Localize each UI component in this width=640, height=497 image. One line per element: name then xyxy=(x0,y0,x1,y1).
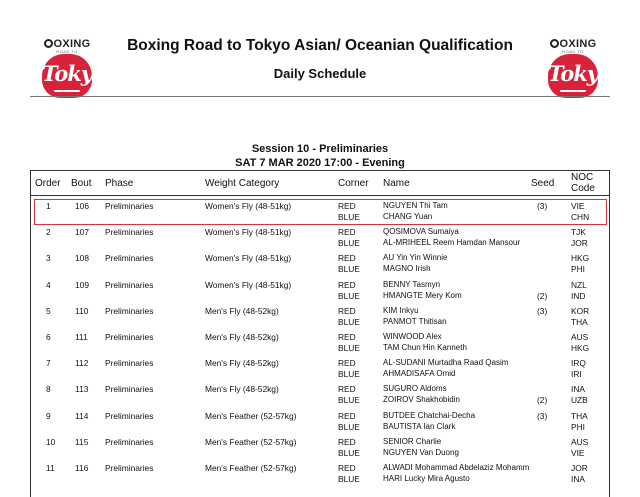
highlighted-bout-box xyxy=(34,199,607,225)
row-red-boxer-name-5: KIM Inkyu xyxy=(383,305,419,315)
column-header-order: Order xyxy=(35,178,61,189)
row-blue-corner-4: BLUE xyxy=(338,290,360,301)
logo-sub: ROAD TO xyxy=(56,49,78,54)
row-blue-noc-7: IRI xyxy=(571,369,582,380)
row-blue-boxer-name-6: TAM Chun Hin Kanneth xyxy=(383,343,467,352)
row-red-seed-5: (3) xyxy=(537,305,548,316)
row-weight-category-10: Men's Feather (52-57kg) xyxy=(205,436,297,447)
row-order-2: 2 xyxy=(46,227,51,238)
row-blue-corner-10: BLUE xyxy=(338,447,360,458)
badge-stripe xyxy=(560,90,586,92)
row-blue-noc-9: PHI xyxy=(571,421,585,432)
row-blue-seed-4: (2) xyxy=(537,290,548,301)
row-weight-category-5: Men's Fly (48-52kg) xyxy=(205,305,279,316)
row-red-noc-9: THA xyxy=(571,410,588,421)
row-blue-corner-9: BLUE xyxy=(338,421,360,432)
column-header-phase: Phase xyxy=(105,178,134,189)
row-blue-noc-6: HKG xyxy=(571,343,590,353)
document-title: Boxing Road to Tokyo Asian/ Oceanian Qualification xyxy=(127,37,513,54)
row-blue-seed-8: (2) xyxy=(537,395,548,406)
logo-city: Tokyo xyxy=(42,61,105,86)
row-phase-10: Preliminaries xyxy=(105,436,154,447)
row-blue-noc-2: JOR xyxy=(571,238,588,249)
column-header-corner: Corner xyxy=(338,178,369,189)
row-bout-11: 116 xyxy=(75,463,89,473)
row-red-noc-1: VIE xyxy=(571,201,585,211)
row-red-noc-8: INA xyxy=(571,384,585,395)
row-bout-10: 115 xyxy=(75,436,89,447)
row-blue-corner-2: BLUE xyxy=(338,238,360,249)
row-bout-6: 111 xyxy=(75,332,88,342)
row-order-11: 11 xyxy=(46,463,55,473)
row-phase-3: Preliminaries xyxy=(105,253,154,264)
row-weight-category-11: Men's Feather (52-57kg) xyxy=(205,463,297,473)
row-blue-noc-10: VIE xyxy=(571,447,585,458)
row-red-corner-9: RED xyxy=(338,410,356,421)
row-phase-8: Preliminaries xyxy=(105,384,154,395)
row-blue-boxer-name-1: CHANG Yuan xyxy=(383,212,433,221)
row-blue-boxer-name-10: NGUYEN Van Duong xyxy=(383,447,459,457)
row-order-5: 5 xyxy=(46,305,51,316)
row-bout-1: 106 xyxy=(75,201,89,211)
session-name: Session 10 - Preliminaries xyxy=(251,143,389,155)
row-phase-1: Preliminaries xyxy=(105,201,154,211)
row-weight-category-1: Women's Fly (48-51kg) xyxy=(205,201,292,211)
badge-stripe xyxy=(54,90,80,92)
row-phase-11: Preliminaries xyxy=(105,463,154,473)
row-red-boxer-name-6: WINWOOD Alex xyxy=(383,332,442,341)
header-divider xyxy=(30,96,610,97)
row-red-corner-10: RED xyxy=(338,436,356,447)
row-blue-corner-5: BLUE xyxy=(338,316,360,327)
row-blue-boxer-name-4: HMANGTE Mery Kom xyxy=(383,290,462,300)
row-blue-noc-1: CHN xyxy=(571,212,590,222)
row-red-boxer-name-9: BUTDEE Chatchai-Decha xyxy=(383,410,476,420)
row-order-4: 4 xyxy=(46,279,51,290)
row-bout-3: 108 xyxy=(75,253,89,264)
row-red-corner-7: RED xyxy=(338,358,356,369)
row-phase-4: Preliminaries xyxy=(105,279,154,290)
column-header-seed: Seed xyxy=(531,178,555,189)
tokyo-badge-icon xyxy=(548,54,611,98)
row-phase-7: Preliminaries xyxy=(105,358,154,369)
row-red-corner-4: RED xyxy=(338,279,356,290)
row-weight-category-4: Women's Fly (48-51kg) xyxy=(205,279,292,290)
row-order-7: 7 xyxy=(46,358,51,369)
row-blue-noc-3: PHI xyxy=(571,264,585,275)
row-blue-boxer-name-8: ZOIROV Shakhobidin xyxy=(383,395,460,405)
boxing-ring-icon xyxy=(44,39,53,48)
row-bout-8: 113 xyxy=(75,384,89,395)
row-weight-category-6: Men's Fly (48-52kg) xyxy=(205,332,279,342)
row-blue-corner-11: BLUE xyxy=(338,474,360,484)
row-weight-category-9: Men's Feather (52-57kg) xyxy=(205,410,297,421)
row-red-seed-9: (3) xyxy=(537,410,548,421)
row-blue-corner-7: BLUE xyxy=(338,369,360,380)
row-bout-9: 114 xyxy=(75,410,89,421)
row-order-8: 8 xyxy=(46,384,51,395)
row-blue-corner-6: BLUE xyxy=(338,343,360,353)
row-bout-5: 110 xyxy=(75,305,89,316)
logo-brand: OXING xyxy=(36,38,98,50)
boxing-road-to-tokyo-logo-right xyxy=(542,38,611,100)
row-weight-category-2: Women's Fly (48-51kg) xyxy=(205,227,292,238)
row-red-corner-6: RED xyxy=(338,332,356,342)
row-blue-boxer-name-7: AHMADISAFA Omid xyxy=(383,369,456,379)
row-red-noc-11: JOR xyxy=(571,463,588,473)
row-red-boxer-name-3: AU Yin Yin Winnie xyxy=(383,253,448,263)
row-weight-category-3: Women's Fly (48-51kg) xyxy=(205,253,292,264)
row-red-corner-3: RED xyxy=(338,253,356,264)
row-phase-2: Preliminaries xyxy=(105,227,154,238)
row-red-corner-2: RED xyxy=(338,227,356,238)
row-order-10: 10 xyxy=(46,436,56,447)
row-red-boxer-name-2: QOSIMOVA Sumaiya xyxy=(383,227,459,237)
row-red-seed-1: (3) xyxy=(537,201,548,211)
row-phase-9: Preliminaries xyxy=(105,410,154,421)
column-header-name: Name xyxy=(383,178,410,189)
row-blue-boxer-name-3: MAGNO Irish xyxy=(383,264,431,274)
row-bout-4: 109 xyxy=(75,279,89,290)
row-weight-category-8: Men's Fly (48-52kg) xyxy=(205,384,279,395)
logo-city: Tokyo xyxy=(548,61,611,86)
row-red-corner-1: RED xyxy=(338,201,356,211)
row-red-noc-2: TJK xyxy=(571,227,586,238)
column-header-weight: Weight Category xyxy=(205,178,280,189)
row-red-noc-10: AUS xyxy=(571,436,589,447)
column-header-noc: NOC xyxy=(571,172,594,183)
row-red-corner-8: RED xyxy=(338,384,356,395)
row-bout-2: 107 xyxy=(75,227,89,238)
row-bout-7: 112 xyxy=(75,358,89,369)
row-blue-boxer-name-9: BAUTISTA Ian Clark xyxy=(383,421,456,431)
row-phase-5: Preliminaries xyxy=(105,305,154,316)
logo-brand: OXING xyxy=(542,38,604,50)
boxing-ring-icon xyxy=(550,39,559,48)
row-phase-6: Preliminaries xyxy=(105,332,154,342)
row-red-corner-5: RED xyxy=(338,305,356,316)
row-blue-corner-1: BLUE xyxy=(338,212,360,222)
row-red-noc-4: NZL xyxy=(571,279,587,290)
row-order-3: 3 xyxy=(46,253,51,264)
row-blue-noc-11: INA xyxy=(571,474,585,484)
row-order-6: 6 xyxy=(46,332,51,342)
row-weight-category-7: Men's Fly (48-52kg) xyxy=(205,358,279,369)
row-blue-corner-8: BLUE xyxy=(338,395,360,406)
row-red-boxer-name-8: SUGURO Aldoms xyxy=(383,384,447,394)
row-red-boxer-name-1: NGUYEN Thi Tam xyxy=(383,201,448,210)
row-red-noc-5: KOR xyxy=(571,305,590,316)
row-blue-noc-4: IND xyxy=(571,290,586,301)
row-blue-boxer-name-11: HARI Lucky Mira Agusto xyxy=(383,474,470,483)
session-date: SAT 7 MAR 2020 17:00 - Evening xyxy=(235,157,405,169)
logo-sub: ROAD TO xyxy=(562,49,584,54)
row-order-9: 9 xyxy=(46,410,51,421)
row-red-boxer-name-10: SENIOR Charlie xyxy=(383,436,442,446)
row-red-noc-6: AUS xyxy=(571,332,589,342)
row-blue-noc-8: UZB xyxy=(571,395,588,406)
row-red-boxer-name-7: AL-SUDANI Murtadha Raad Qasim xyxy=(383,358,509,368)
row-red-boxer-name-11: ALWADI Mohammad Abdelaziz Mohamm xyxy=(383,463,530,472)
row-red-boxer-name-4: BENNY Tasmyn xyxy=(383,279,441,289)
header-rule xyxy=(30,195,610,196)
row-blue-noc-5: THA xyxy=(571,316,588,327)
column-header-noc-code: Code xyxy=(571,183,595,194)
row-blue-boxer-name-5: PANMOT Thitisan xyxy=(383,316,447,326)
document-subtitle: Daily Schedule xyxy=(273,66,367,81)
row-blue-corner-3: BLUE xyxy=(338,264,360,275)
tokyo-badge-icon xyxy=(42,54,105,98)
row-red-noc-3: HKG xyxy=(571,253,590,264)
column-header-bout: Bout xyxy=(71,178,92,189)
row-red-corner-11: RED xyxy=(338,463,356,473)
row-order-1: 1 xyxy=(46,201,51,211)
row-red-noc-7: IRQ xyxy=(571,358,586,369)
row-blue-boxer-name-2: AL-MRIHEEL Reem Hamdan Mansour xyxy=(383,238,521,248)
boxing-road-to-tokyo-logo-left xyxy=(36,38,105,100)
